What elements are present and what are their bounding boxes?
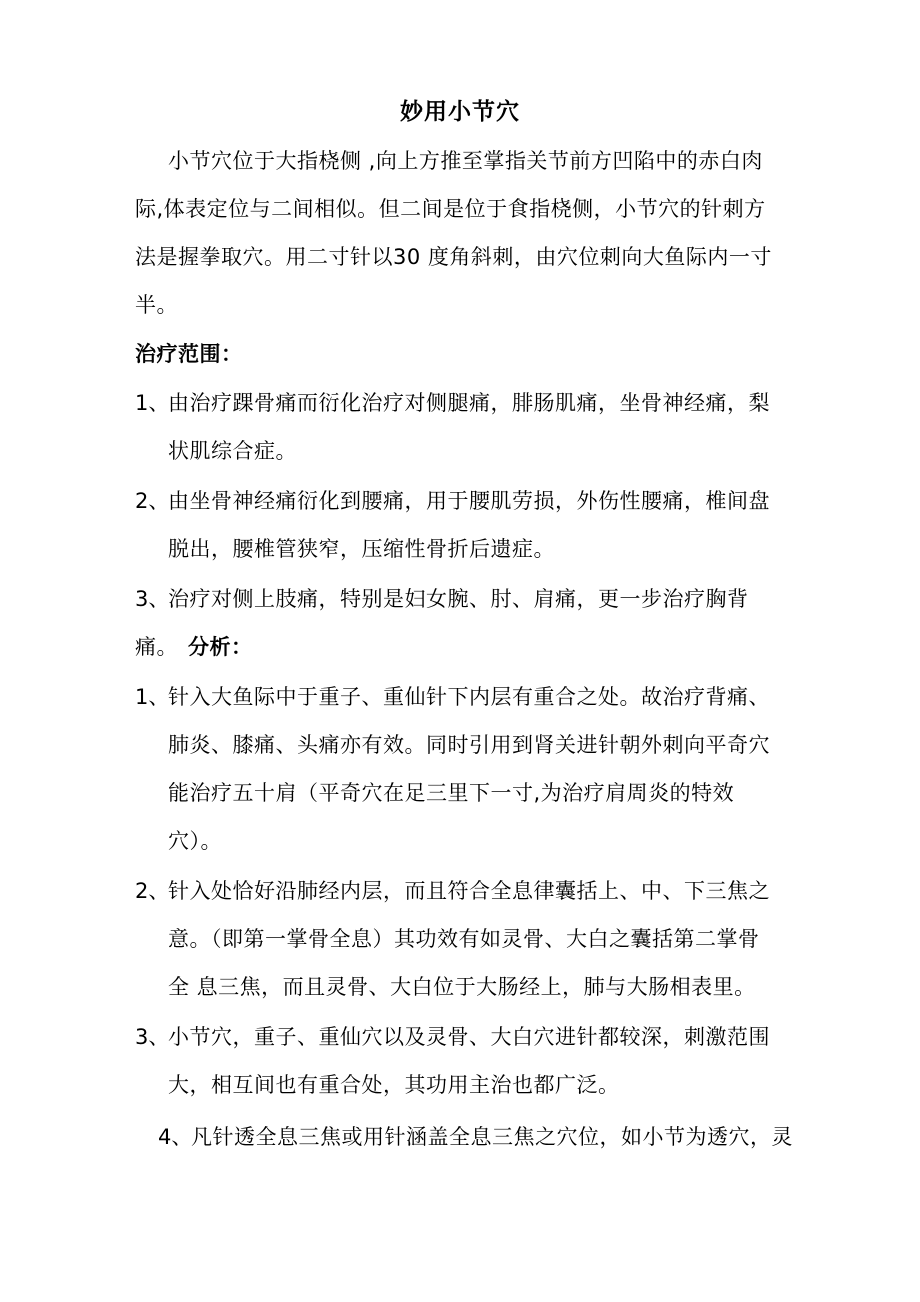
intro-line: 小节穴位于大指桡侧 ,向上方推至掌指关节前方凹陷中的赤白肉 <box>168 149 763 173</box>
list-item-line: 凡针透全息三焦或用针涵盖全息三焦之穴位，如小节为透穴，灵 <box>191 1125 793 1149</box>
list-number: 2、 <box>135 489 170 513</box>
list-item-line: 由坐骨神经痛衍化到腰痛，用于腰肌劳损，外伤性腰痛，椎间盘 <box>168 489 770 513</box>
list-item-line: 由治疗踝骨痛而衍化治疗对侧腿痛，腓肠肌痛，坐骨神经痛，梨 <box>168 391 770 415</box>
list-item-line: 大，相互间也有重合处，其功用主治也都广泛。 <box>168 1073 620 1097</box>
list-item-line: 脱出，腰椎管狭窄，压缩性骨折后遗症。 <box>168 537 555 561</box>
list-number: 2、 <box>135 879 170 903</box>
intro-line: 半。 <box>135 293 178 317</box>
list-item-line: 小节穴，重子、重仙穴以及灵骨、大白穴进针都较深，刺激范围 <box>168 1025 770 1049</box>
list-number: 1、 <box>135 391 170 415</box>
list-number: 4、 <box>158 1125 193 1149</box>
list-item-line: 状肌综合症。 <box>168 439 297 463</box>
list-item-line: 意。（即第一掌骨全息）其功效有如灵骨、大白之囊括第二掌骨 <box>168 927 760 951</box>
list-item-line: 全 息三焦，而且灵骨、大白位于大肠经上，肺与大肠相表里。 <box>168 975 756 999</box>
treatment-heading: 治疗范围： <box>135 342 243 366</box>
page-title: 妙用小节穴 <box>400 99 520 125</box>
list-item-line: 针入大鱼际中于重子、重仙针下内层有重合之处。故治疗背痛、 <box>168 685 770 709</box>
list-item-line: 能治疗五十肩（平奇穴在足三里下一寸,为治疗肩周炎的特效 <box>168 781 735 805</box>
list-number: 3、 <box>135 1025 170 1049</box>
list-item-line: 治疗对侧上肢痛，特别是妇女腕、肘、肩痛，更一步治疗胸背 <box>168 587 749 611</box>
list-item-line: 肺炎、膝痛、头痛亦有效。同时引用到肾关进针朝外刺向平奇穴 <box>168 733 770 757</box>
list-item-tail: 痛。 <box>135 635 178 659</box>
intro-line: 际,体表定位与二间相似。但二间是位于食指桡侧，小节穴的针刺方 <box>135 197 766 221</box>
list-number: 1、 <box>135 685 170 709</box>
analysis-heading: 分析： <box>188 635 253 659</box>
list-item-line: 穴）。 <box>168 829 222 853</box>
list-item-line: 针入处恰好沿肺经内层，而且符合全息律囊括上、中、下三焦之 <box>168 879 770 903</box>
intro-line: 法是握拳取穴。用二寸针以30 度角斜刺，由穴位刺向大鱼际内一寸 <box>135 245 772 269</box>
list-number: 3、 <box>135 587 170 611</box>
